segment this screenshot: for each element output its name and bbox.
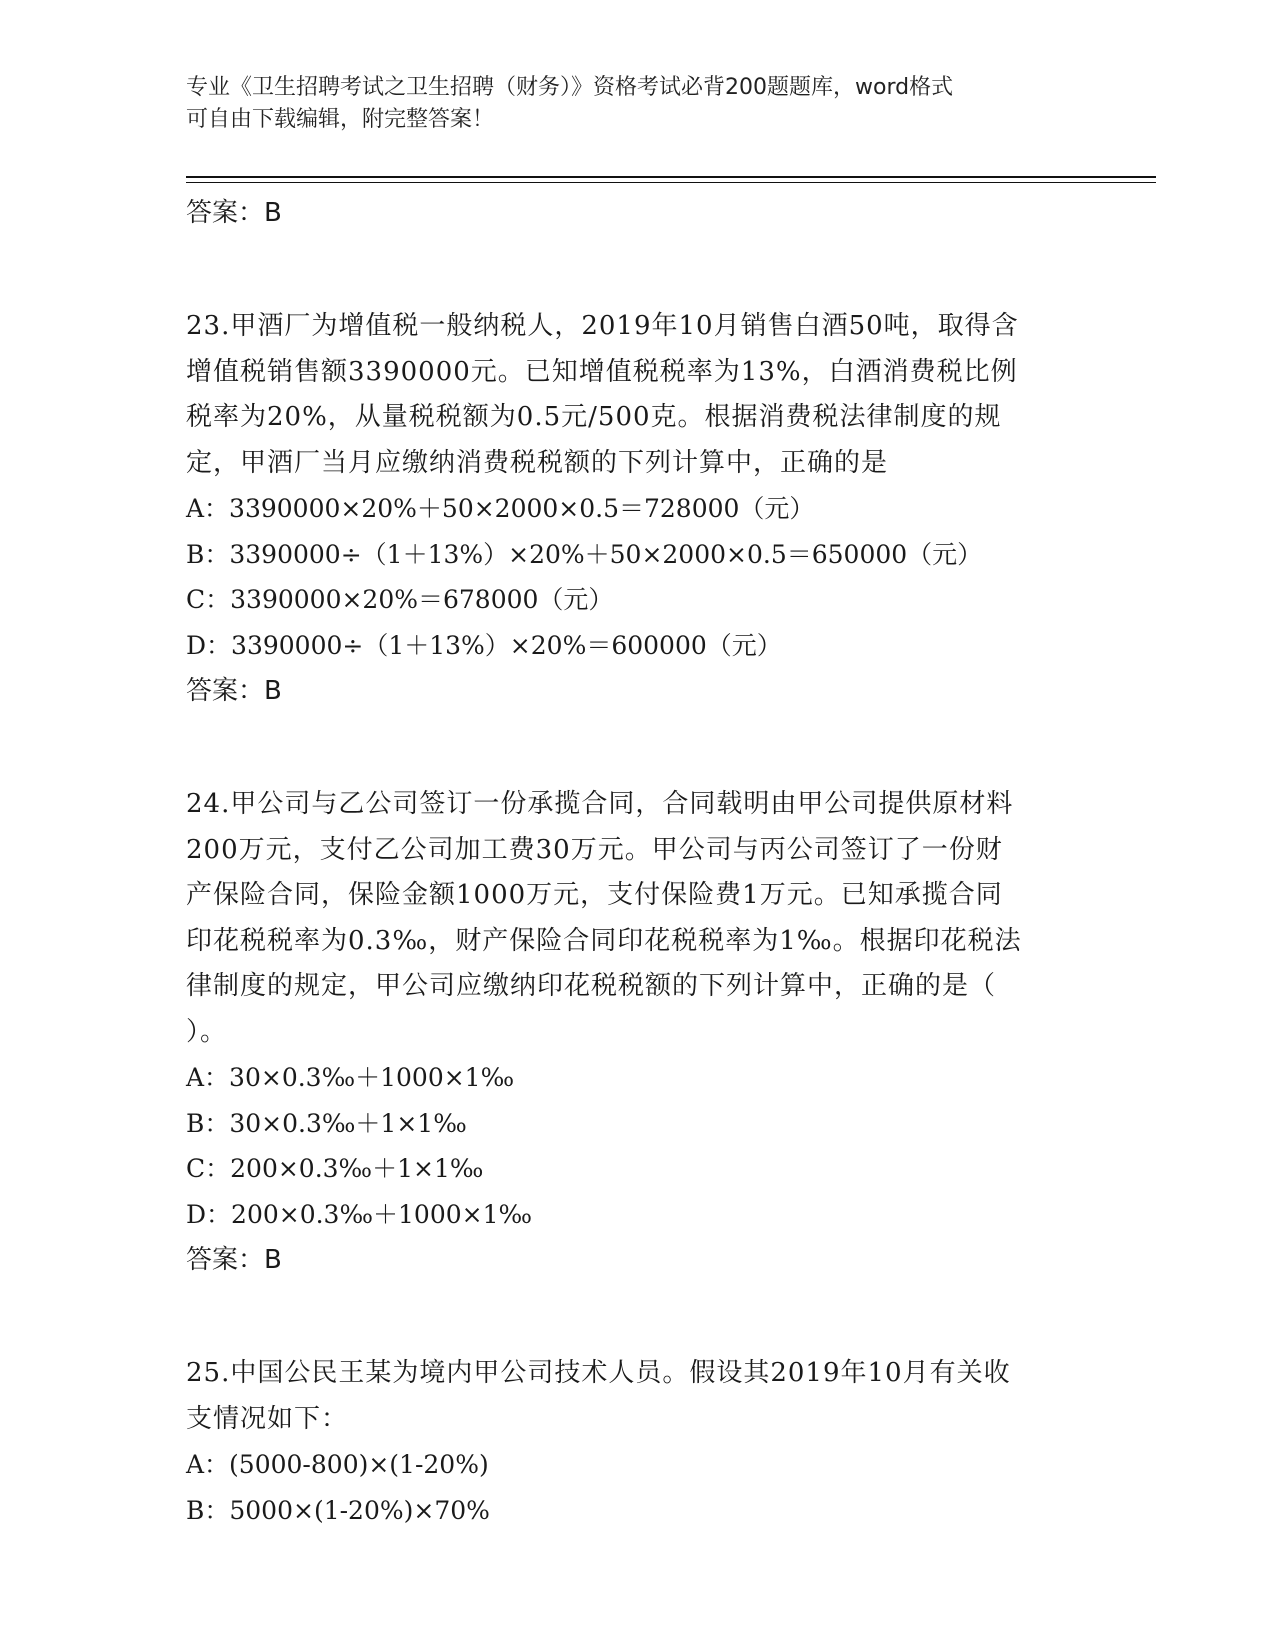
header-line-1: 专业《卫生招聘考试之卫生招聘（财务）》资格考试必背200题题库，word格式	[186, 75, 954, 100]
spacer	[186, 714, 1086, 782]
spacer	[186, 236, 1086, 304]
question-stem-line: 律制度的规定，甲公司应缴纳印花税税额的下列计算中，正确的是（	[186, 971, 997, 1001]
document-body	[186, 190, 1086, 1533]
option-b: B：3390000÷（1＋13%）×20%＋50×2000×0.5＝650000（元）	[186, 539, 983, 569]
question-stem-line: 23.甲酒厂为增值税一般纳税人，2019年10月销售白酒50吨，取得含	[186, 311, 1019, 341]
option-a: A：30×0.3‰＋1000×1‰	[186, 1063, 515, 1092]
question-stem-line: 税率为20%，从量税税额为0.5元/500克。根据消费税法律制度的规	[186, 402, 1002, 432]
answer-line: 答案：B	[186, 676, 282, 706]
option-a: A：(5000-800)×(1-20%)	[186, 1450, 489, 1479]
header-line-2: 可自由下载编辑，附完整答案！	[186, 107, 495, 132]
option-d: D：200×0.3‰＋1000×1‰	[186, 1199, 533, 1229]
option-a: A：3390000×20%＋50×2000×0.5＝728000（元）	[186, 494, 815, 523]
question-stem-line: 24.甲公司与乙公司签订一份承揽合同，合同载明由甲公司提供原材料	[186, 789, 1014, 819]
question-stem-line: 25.中国公民王某为境内甲公司技术人员。假设其2019年10月有关收	[186, 1358, 1011, 1388]
header-divider-thick	[186, 176, 1156, 178]
question-23	[186, 304, 1086, 714]
document-header	[186, 72, 1086, 136]
question-stem-line: 印花税税率为0.3‰，财产保险合同印花税税率为1‰。根据印花税法	[186, 925, 1022, 956]
option-b: B：5000×(1-20%)×70%	[186, 1495, 490, 1525]
answer-line: 答案：B	[186, 198, 282, 228]
option-b: B：30×0.3‰＋1×1‰	[186, 1108, 467, 1138]
header-divider-thin	[186, 182, 1156, 183]
question-24	[186, 782, 1086, 1283]
question-stem-line: 200万元，支付乙公司加工费30万元。甲公司与丙公司签订了一份财	[186, 834, 1003, 865]
question-stem-line: 产保险合同，保险金额1000万元，支付保险费1万元。已知承揽合同	[186, 880, 1003, 910]
option-c: C：200×0.3‰＋1×1‰	[186, 1154, 484, 1183]
question-stem-line: ）。	[186, 1016, 228, 1047]
option-d: D：3390000÷（1＋13%）×20%＝600000（元）	[186, 630, 782, 660]
question-stem-line: 增值税销售额3390000元。已知增值税税率为13%，白酒消费税比例	[186, 356, 1018, 387]
spacer	[186, 1283, 1086, 1351]
question-stem-line: 定，甲酒厂当月应缴纳消费税税额的下列计算中，正确的是	[186, 447, 889, 478]
answer-line: 答案：B	[186, 1245, 282, 1275]
question-stem-line: 支情况如下：	[186, 1403, 349, 1434]
option-c: C：3390000×20%＝678000（元）	[186, 585, 614, 614]
question-25	[186, 1351, 1086, 1533]
